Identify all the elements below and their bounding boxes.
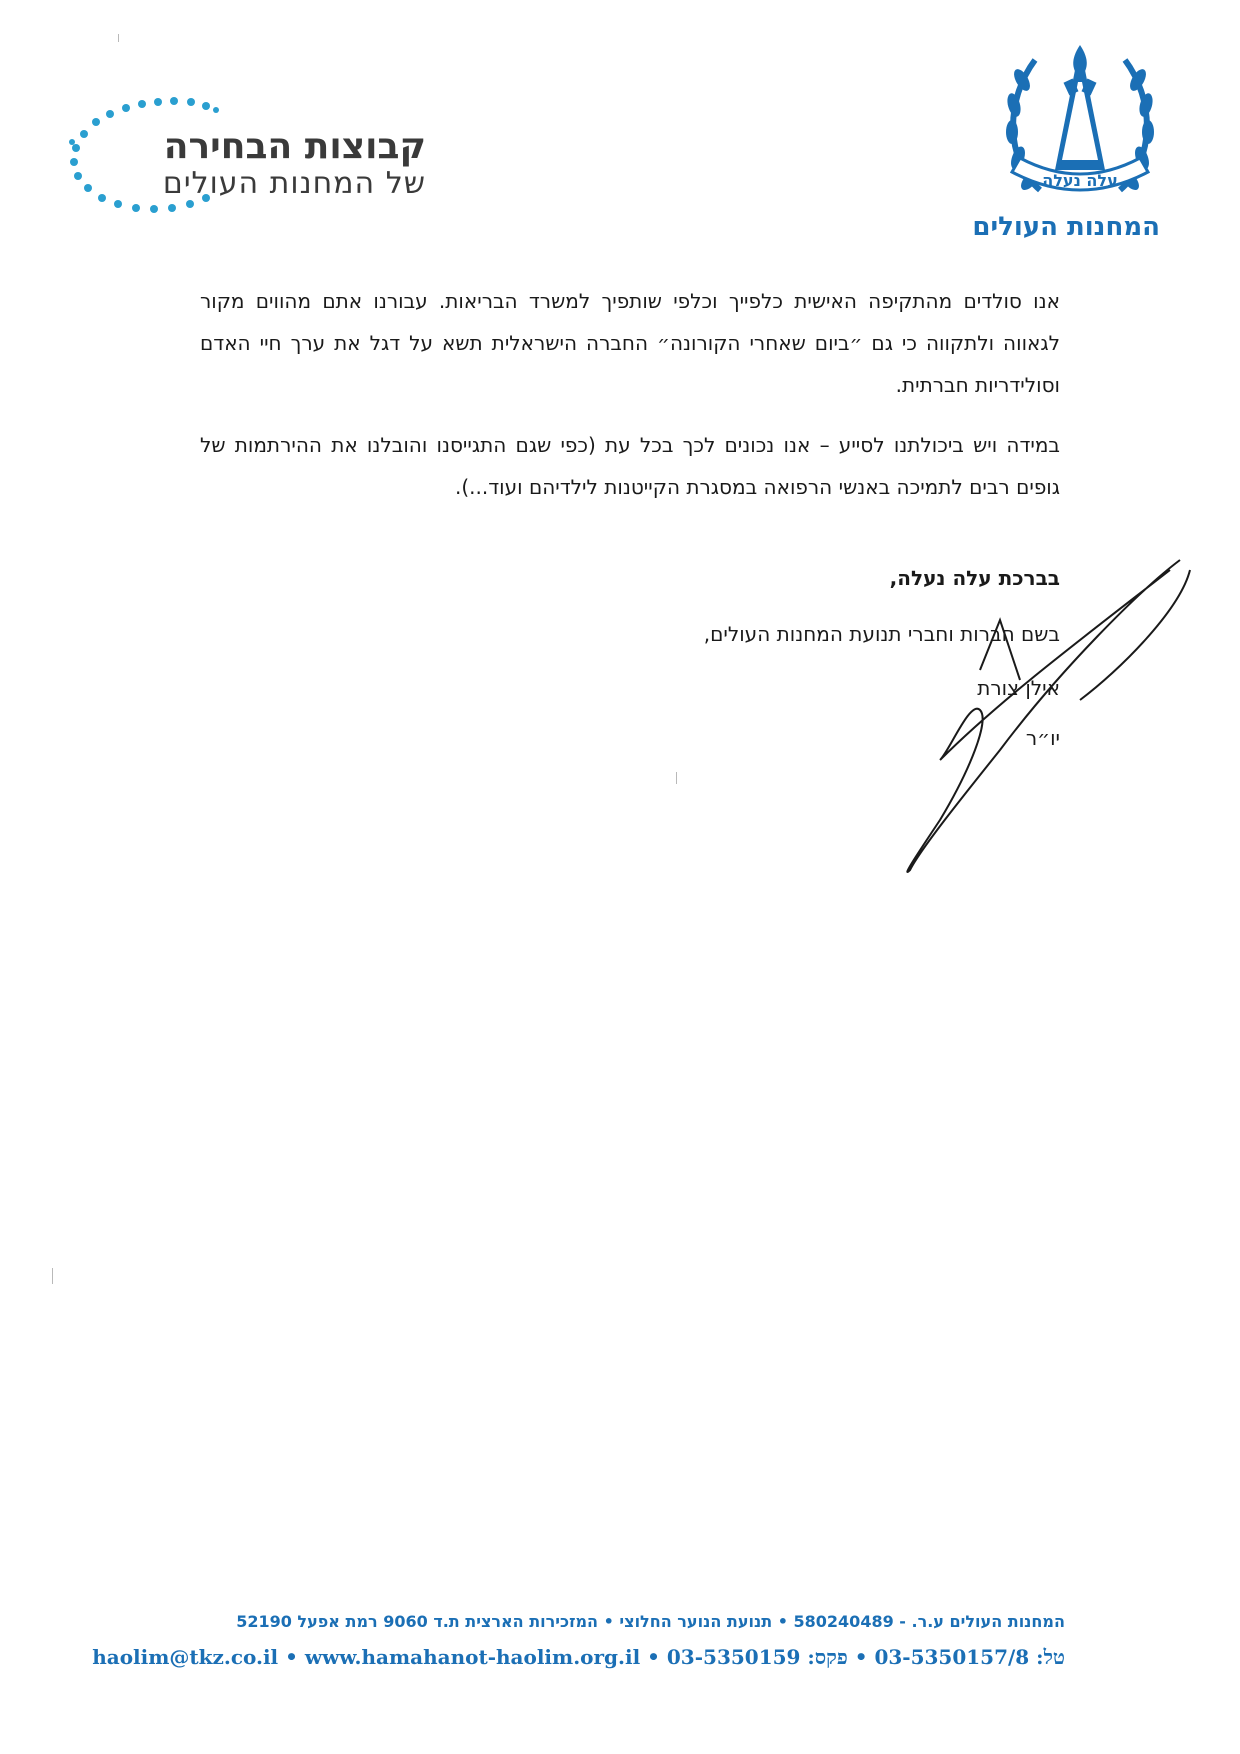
letter-body <box>200 280 1060 526</box>
right-logo <box>972 40 1180 250</box>
signer-title: יו״ר <box>1025 726 1060 750</box>
ribbon-text: עלה נעלה <box>1042 171 1118 190</box>
on-behalf-line: בשם חברות וחברי תנועת המחנות העולים, <box>703 622 1060 646</box>
paragraph: אנו סולדים מהתקיפה האישית כלפייך וכלפי שותפיך למשרד הבריאות. עבורנו אתם מהווים מקור לגאווה ולתקווה כי גם ״ביום שאחרי הקורונה״ החברה הישראלית תשא על דגל את ערך חיי האדם וסולידריות חברתית. <box>200 289 1060 397</box>
org-name: המחנות העולים <box>972 212 1160 242</box>
torch-wreath-emblem-icon <box>1000 40 1160 210</box>
greeting: בברכת עלה נעלה, <box>889 566 1060 590</box>
scan-mark <box>676 772 677 784</box>
left-logo <box>66 96 426 226</box>
left-logo-subtitle: של המחנות העולים <box>162 166 426 201</box>
signature-scribble-icon <box>880 550 1200 880</box>
signer-name: אילן צורת <box>977 676 1060 700</box>
scan-mark <box>118 34 119 42</box>
footer <box>92 1612 1065 1670</box>
paragraph: במידה ויש ביכולתנו לסייע – אנו נכונים לכך בכל עת (כפי שגם התגייסנו והובלנו את ההירתמות של גופים רבים לתמיכה באנשי הרפואה במסגרת הקייטנות לילדיהם ועוד...). <box>200 433 1060 499</box>
footer-contact: טל: 03-5350157/8 • פקס: 03-5350159 • haolim@tkz.co.il • www.hamahanot-haolim.org.il <box>92 1645 1065 1669</box>
left-logo-title: קבוצות הבחירה <box>163 126 426 167</box>
footer-address: המחנות העולים ע.ר. - 580240489 • תנועת הנוער החלוצי • המזכירות הארצית ת.ד 9060 רמת אפעל 52190 <box>236 1612 1065 1631</box>
scan-mark <box>52 1268 53 1284</box>
